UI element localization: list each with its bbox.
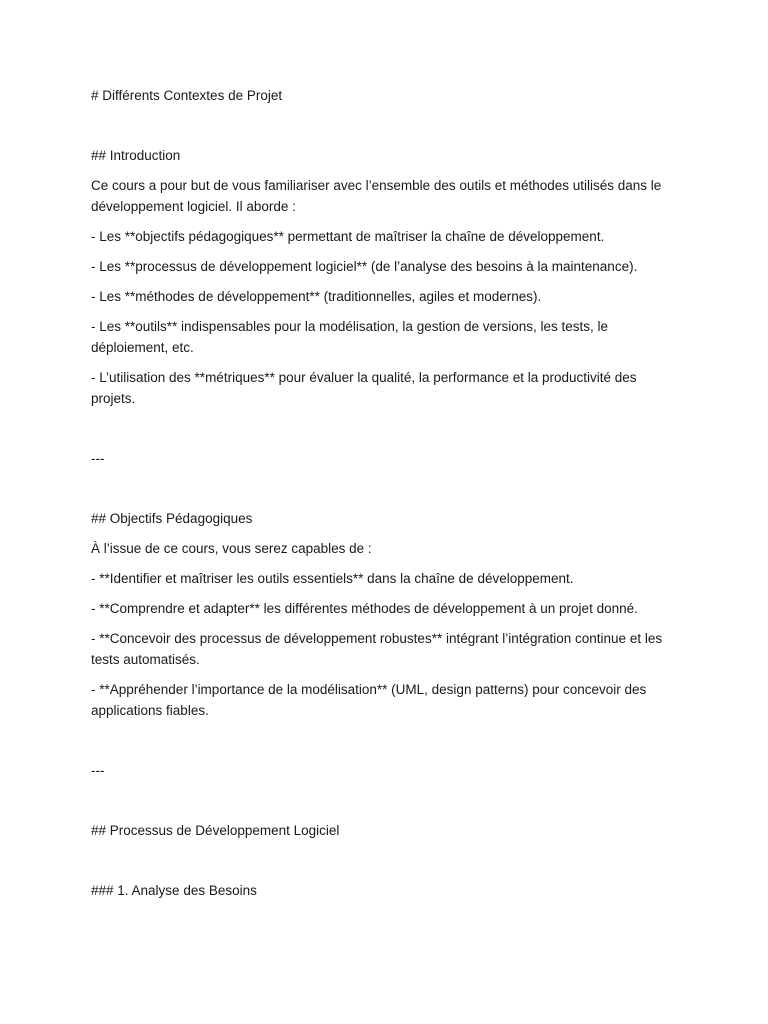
objectifs-item: - **Comprendre et adapter** les différentes méthodes de développement à un projet donné. xyxy=(91,601,638,616)
document-page xyxy=(91,85,681,901)
processus-subheading: ### 1. Analyse des Besoins xyxy=(91,883,257,898)
introduction-item: - L’utilisation des **métriques** pour évaluer la qualité, la performance et la productivité des projets. xyxy=(91,370,637,406)
separator: --- xyxy=(91,763,105,778)
objectifs-heading: ## Objectifs Pédagogiques xyxy=(91,511,253,526)
introduction-item: - Les **outils** indispensables pour la modélisation, la gestion de versions, les tests, le déploiement, etc. xyxy=(91,319,609,355)
introduction-heading: ## Introduction xyxy=(91,148,181,163)
objectifs-item: - **Appréhender l’importance de la modélisation** (UML, design patterns) pour concevoir des applications fiables. xyxy=(91,682,647,718)
objectifs-item: - **Identifier et maîtriser les outils essentiels** dans la chaîne de développement. xyxy=(91,571,574,586)
introduction-item: - Les **objectifs pédagogiques** permettant de maîtriser la chaîne de développement. xyxy=(91,229,605,244)
introduction-item: - Les **méthodes de développement** (traditionnelles, agiles et modernes). xyxy=(91,289,542,304)
processus-heading: ## Processus de Développement Logiciel xyxy=(91,823,340,838)
objectifs-item: - **Concevoir des processus de développement robustes** intégrant l’intégration continue et les tests automatisés. xyxy=(91,631,663,667)
introduction-text: Ce cours a pour but de vous familiariser avec l’ensemble des outils et méthodes utilisés dans le développement logiciel. Il aborde : xyxy=(91,178,662,214)
separator: --- xyxy=(91,451,105,466)
introduction-item: - Les **processus de développement logiciel** (de l’analyse des besoins à la maintenance). xyxy=(91,259,638,274)
objectifs-text: À l’issue de ce cours, vous serez capables de : xyxy=(91,541,372,556)
document-title: # Différents Contextes de Projet xyxy=(91,88,283,103)
